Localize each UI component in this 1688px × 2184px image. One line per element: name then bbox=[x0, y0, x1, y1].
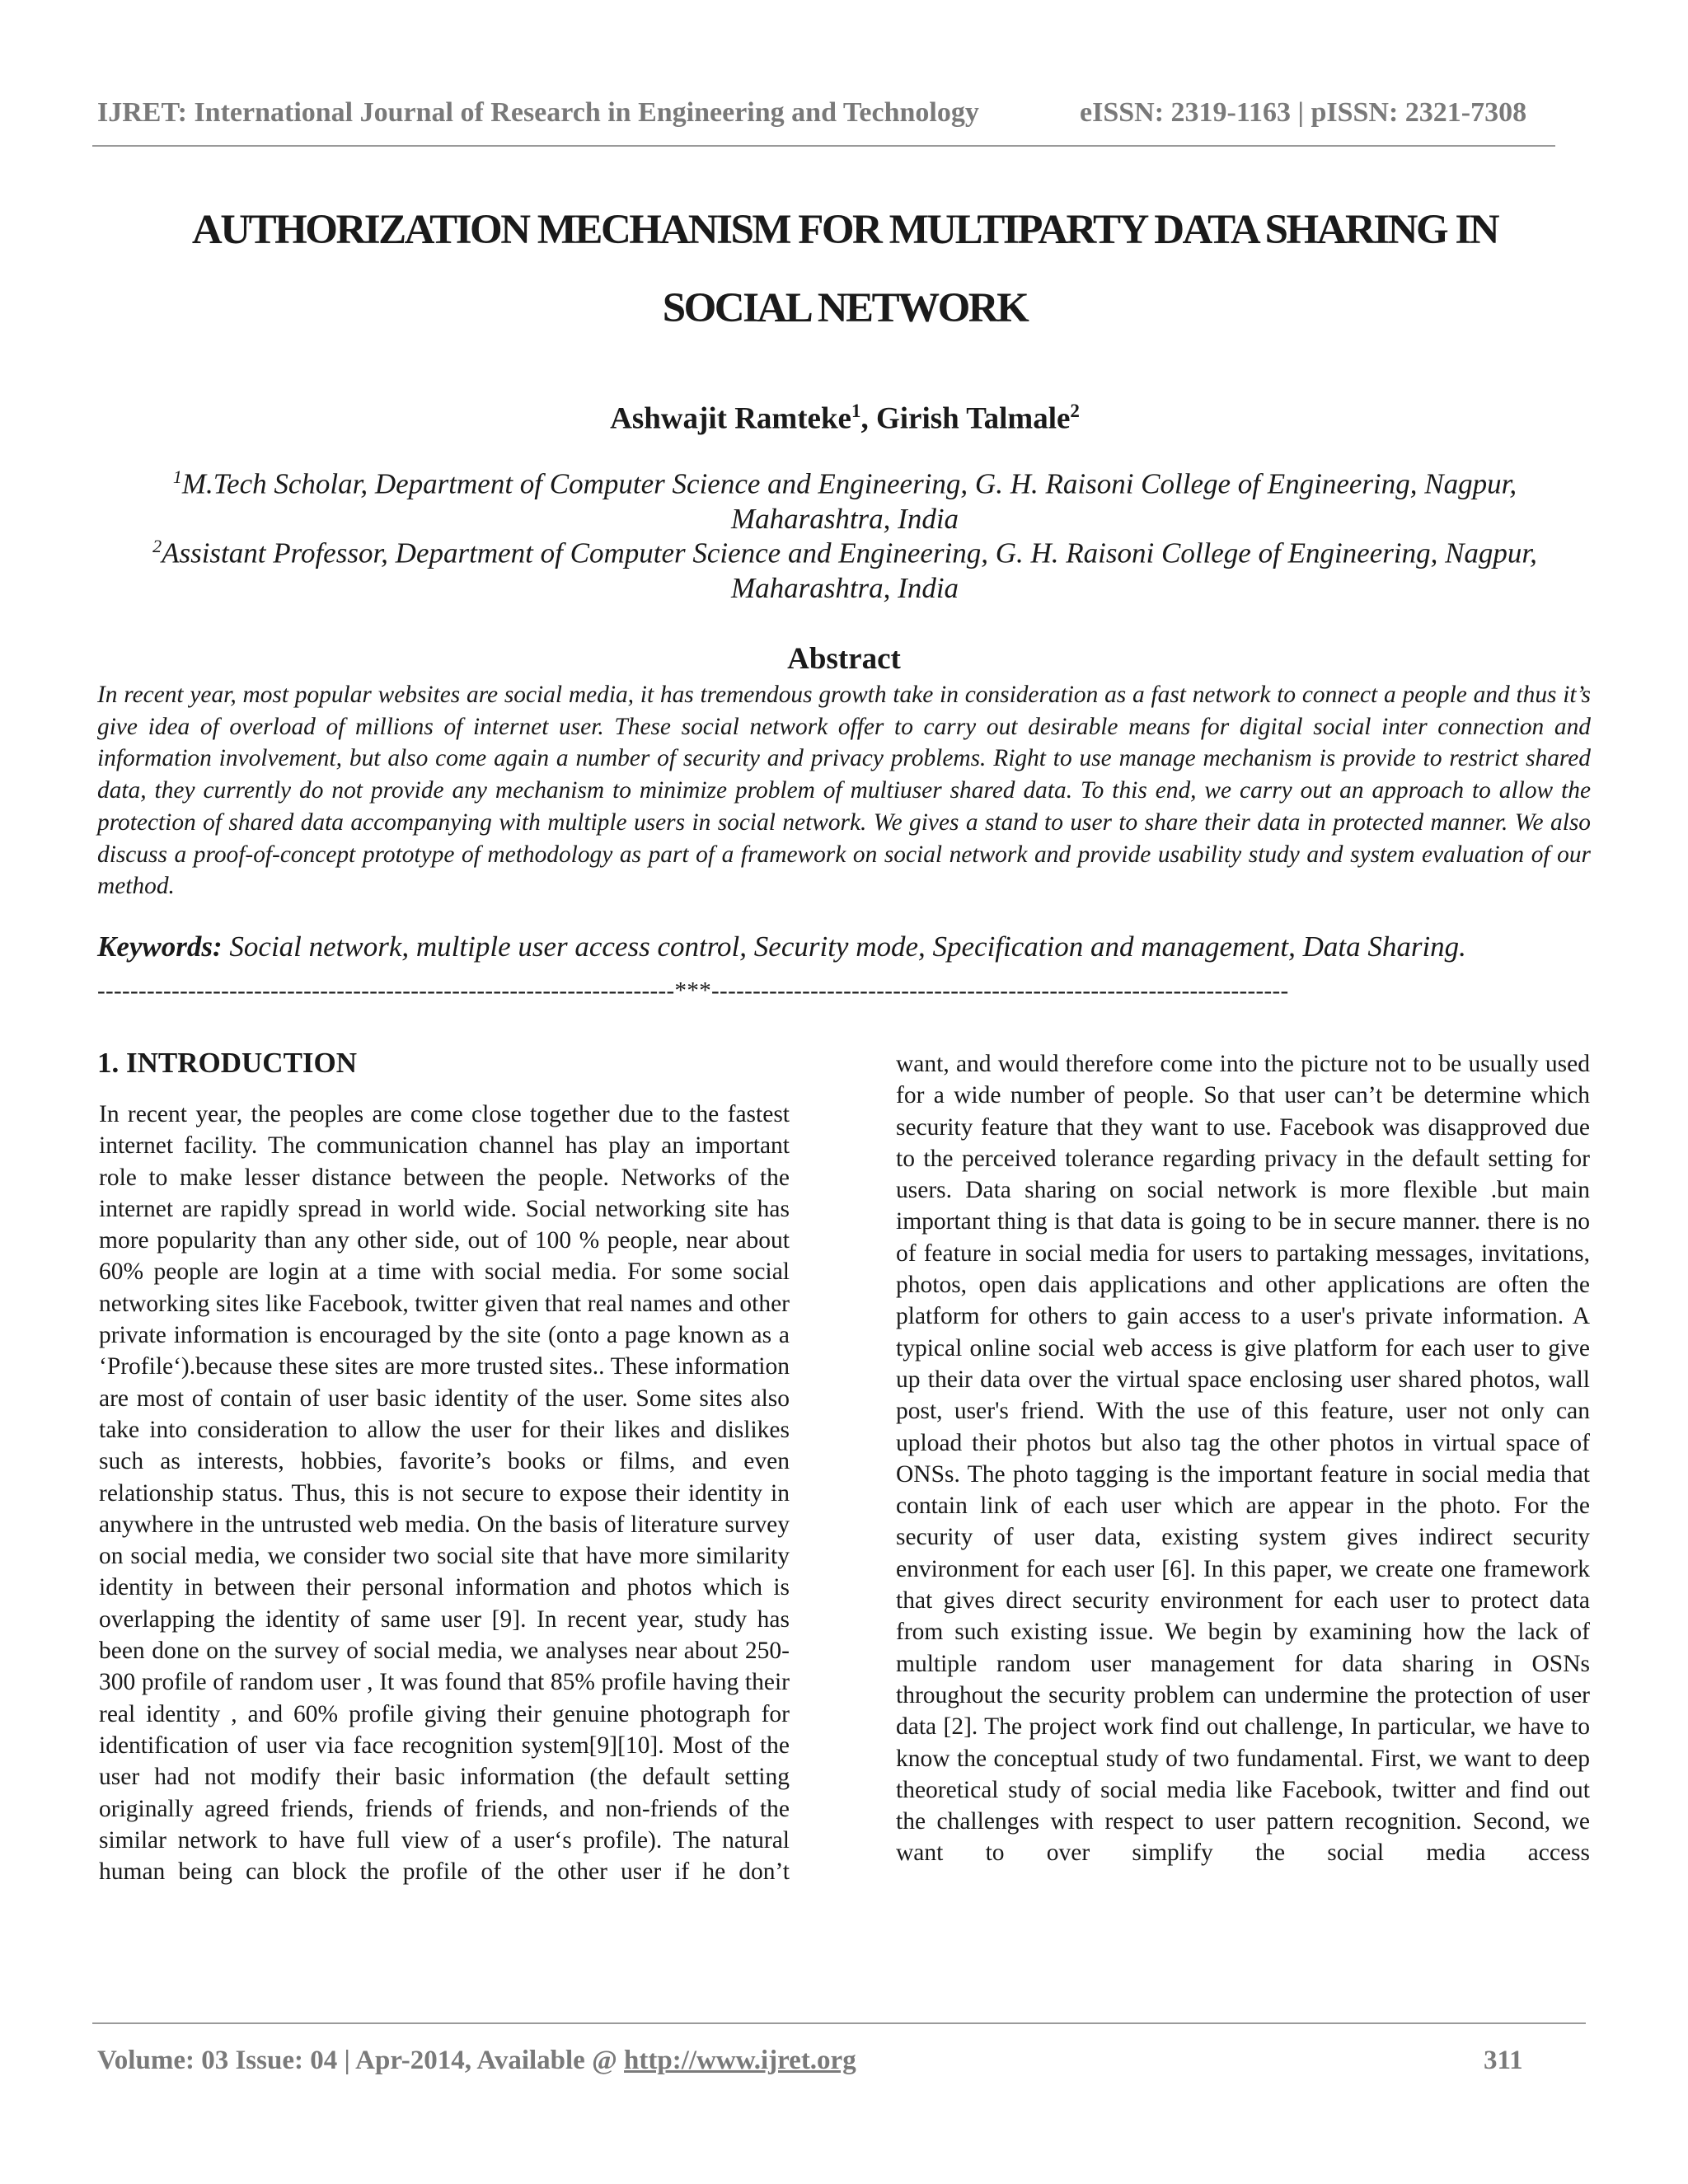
paper-title-line-1: AUTHORIZATION MECHANISM FOR MULTIPARTY DATA SHARING IN bbox=[191, 207, 1498, 253]
author-1-affiliation-mark: 1 bbox=[851, 401, 861, 421]
page-number: 311 bbox=[1484, 2046, 1523, 2075]
abstract-heading: Abstract bbox=[787, 642, 901, 676]
affiliation-2 bbox=[91, 529, 1599, 606]
journal-name: IJRET: International Journal of Research in Engineering and Technology bbox=[97, 97, 979, 128]
section-separator: ----------------------------------------------------------------------***---------------------------------------------------------------------- bbox=[97, 977, 1289, 1004]
issn-info: eISSN: 2319-1163 | pISSN: 2321-7308 bbox=[1080, 97, 1527, 128]
affiliation-2-text: Assistant Professor, Department of Computer Science and Engineering, G. H. Raisoni College of Engineering, Nagpur, Maharashtra, India bbox=[162, 537, 1537, 604]
paper-title-line-2: SOCIAL NETWORK bbox=[662, 285, 1028, 331]
author-list bbox=[124, 401, 1566, 436]
section-heading-introduction: 1. INTRODUCTION bbox=[97, 1047, 358, 1079]
affiliation-1-text: M.Tech Scholar, Department of Computer Science and Engineering, G. H. Raisoni College of Engineering, Nagpur, Maharashtra, India bbox=[181, 467, 1517, 535]
abstract-body: In recent year, most popular websites are social media, it has tremendous growth take in consideration as a fast network to connect a people and thus it’s give idea of overload of millions of internet user. These social network offer to carry out desirable means for digital social inter connection and information involvement, but also come again a number of security and privacy problems. Right to use manage mechanism is provide to restrict shared data, they currently do not provide any mechanism to minimize problem of multiuser shared data. To this end, we carry out an approach to allow the protection of shared data accompanying with multiple users in social network. We gives a stand to user to share their data in protected manner. We also discuss a proof-of-concept prototype of methodology as part of a framework on social network and provide usability study and system evaluation of our method. bbox=[97, 682, 1591, 900]
journal-website-link[interactable]: http://www.ijret.org bbox=[624, 2046, 856, 2075]
keywords-text: Social network, multiple user access control, Security mode, Specification and management, Data Sharing. bbox=[222, 930, 1466, 963]
author-separator: , bbox=[860, 401, 876, 436]
introduction-right-column: want, and would therefore come into the picture not to be usually used for a wide number of people. So that user can’t be determine which security feature that they want to use. Facebook was disapproved due to the perceived tolerance regarding privacy in the default setting for users. Data sharing on social network is more flexible .but main important thing is that data is going to be in secure manner. there is no of feature in social media for users to partaking messages, invitations, photos, open dais applications and other applications are often the platform for others to gain access to a user's private information. A typical online social web access is give platform for each user to give up their data over the virtual space enclosing user shared photos, wall post, user's friend. With the use of this feature, user not only can upload their photos but also tag the other photos in virtual space of ONSs. The photo tagging is the important feature in social media that contain link of each user which are appear in the photo. For the security of user data, existing system gives indirect security environment for each user [6]. In this paper, we create one framework that gives direct security environment for each user to protect data from such existing issue. We begin by examining how the lack of multiple random user management for data sharing in OSNs throughout the security problem can undermine the protection of user data [2]. The project work find out challenge, In particular, we have to know the conceptual study of two fundamental. First, we want to deep theoretical study of social media like Facebook, twitter and find out the challenges with respect to user pattern recognition. Second, we want to over simplify the social media access bbox=[896, 1051, 1590, 1867]
introduction-left-column: In recent year, the peoples are come close together due to the fastest internet facility. The communication channel has play an important role to make lesser distance between the people. Networks of the internet are rapidly spread in world wide. Social networking site has more popularity than any other side, out of 100 % people, near about 60% people are login at a time with social media. For some social networking sites like Facebook, twitter given that real names and other private information is encouraged by the site (onto a page known as a ‘Profile‘).because these sites are more trusted sites.. These information are most of contain of user basic identity of the user. Some sites also take into consideration to allow the user for their likes and dislikes such as interests, hobbies, favorite’s books or films, and even relationship status. Thus, this is not secure to expose their identity in anywhere in the untrusted web media. On the basis of literature survey on social media, we consider two social site that have more similarity identity in between their personal information and photos which is overlapping the identity of same user [9]. In recent year, study has been done on the survey of social media, we analyses near about 250-300 profile of random user , It was found that 85% profile having their real identity , and 60% profile giving their genuine photograph for identification of user via face recognition system[9][10]. Most of the user had not modify their basic information (the default setting originally agreed friends, friends of friends, and non-friends of the similar network to have full view of a user‘s profile). The natural human being can block the profile of the other user if he don’t bbox=[99, 1101, 790, 1886]
affiliation-2-mark: 2 bbox=[152, 536, 162, 556]
volume-info-text: Volume: 03 Issue: 04 | Apr-2014, Available @ bbox=[97, 2046, 625, 2075]
author-2-affiliation-mark: 2 bbox=[1070, 401, 1080, 421]
header-divider bbox=[92, 145, 1555, 147]
keywords-label: Keywords: bbox=[97, 930, 223, 963]
author-1-name: Ashwajit Ramteke bbox=[610, 401, 851, 436]
affiliation-1-mark: 1 bbox=[172, 466, 182, 487]
author-2-name: Girish Talmale bbox=[875, 401, 1071, 436]
footer-volume-info bbox=[97, 2046, 856, 2076]
affiliation-1 bbox=[91, 460, 1599, 537]
keywords bbox=[97, 930, 1466, 963]
footer-divider bbox=[92, 2022, 1586, 2024]
